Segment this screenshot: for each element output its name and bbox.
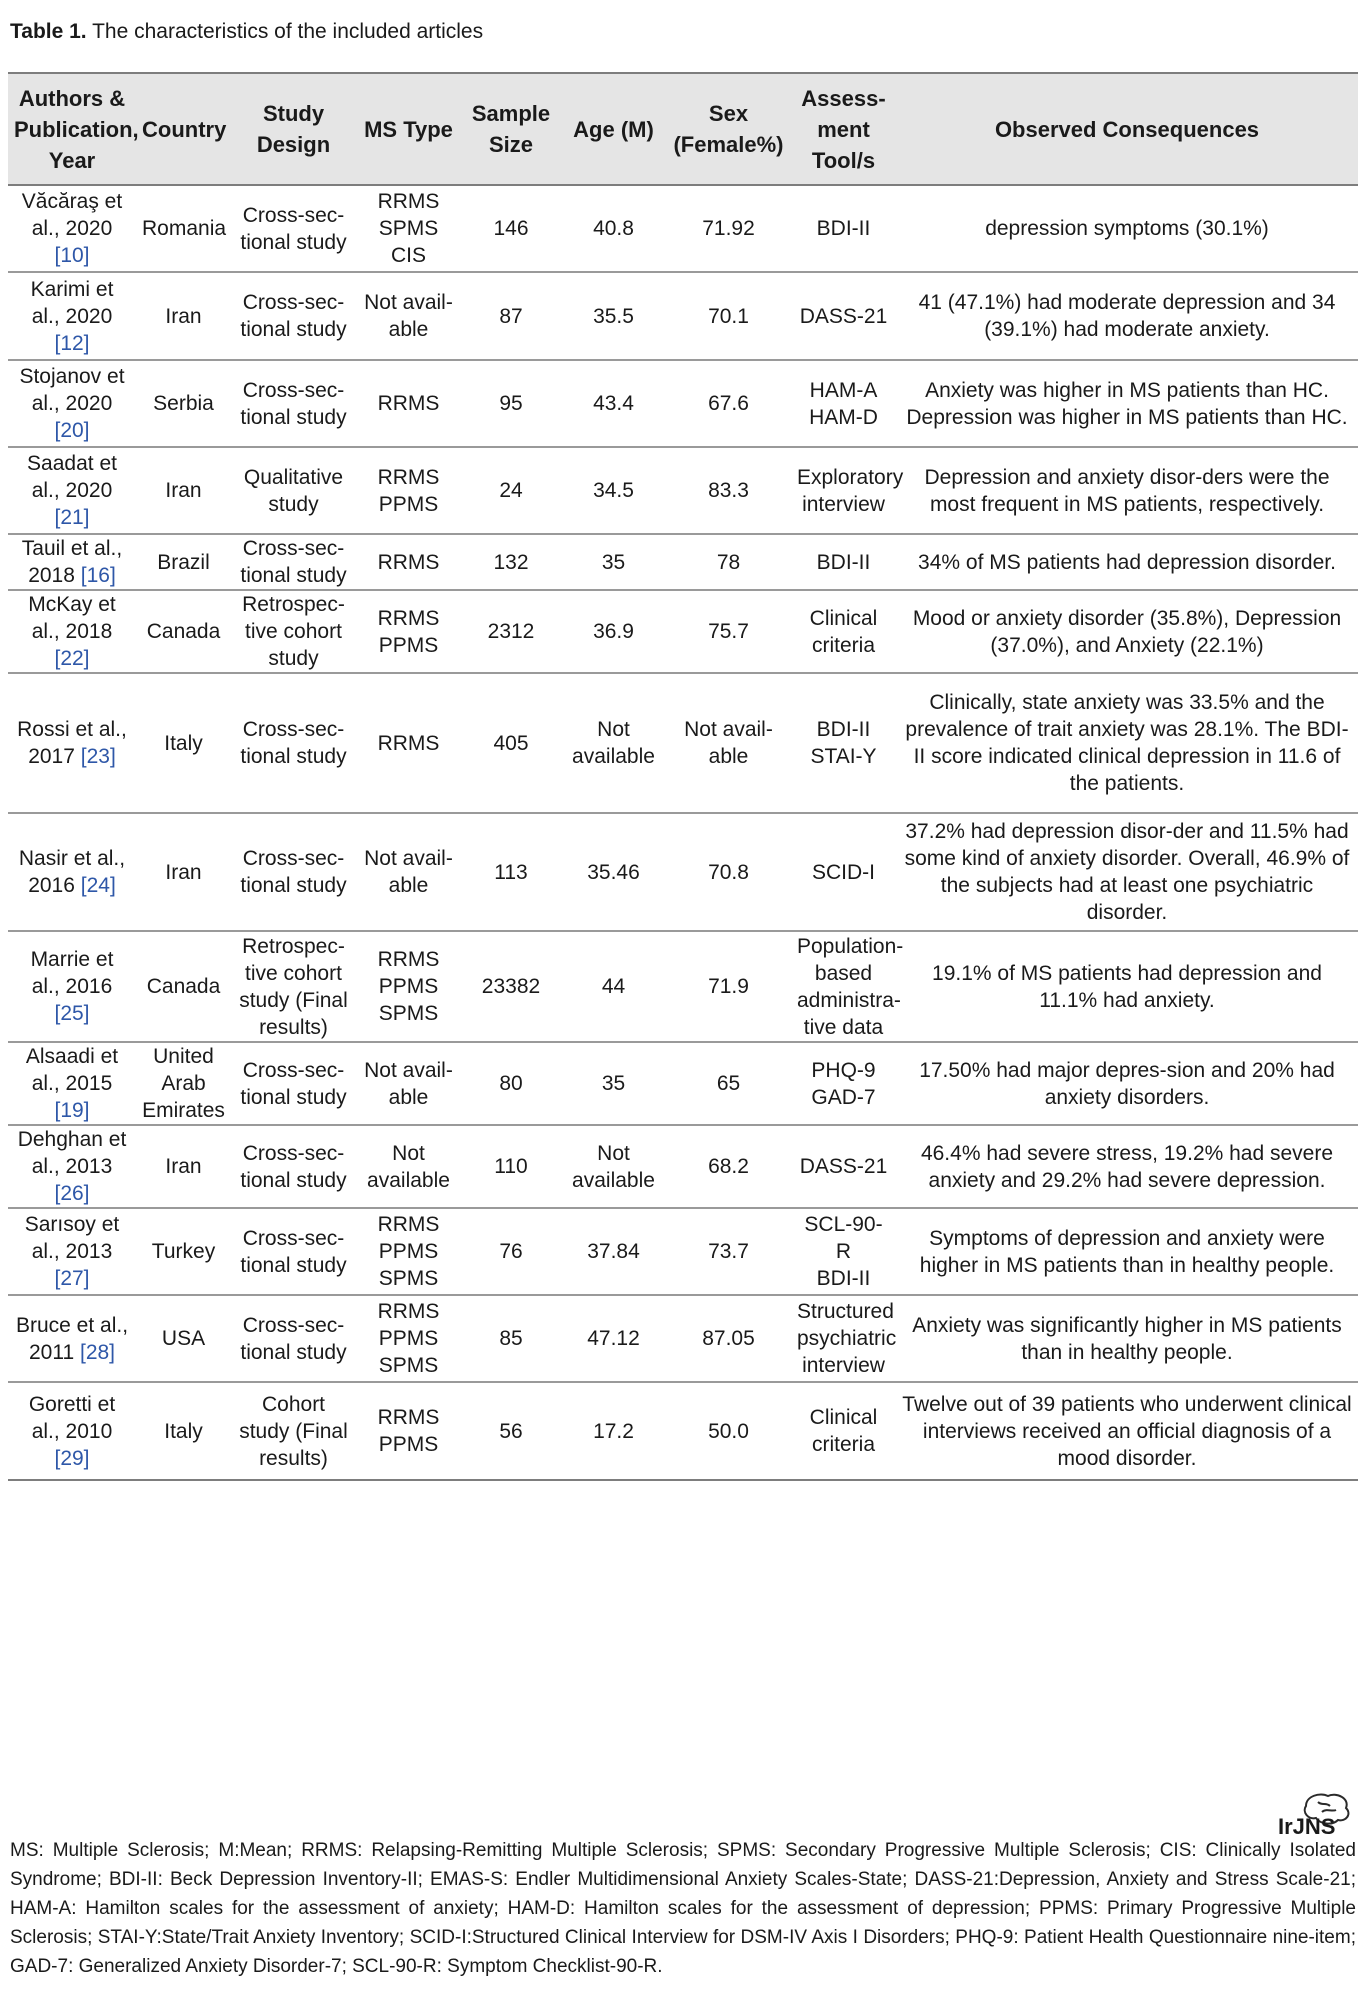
reference-number: [29] — [54, 1446, 90, 1470]
assessment-tool-item: SCL-90-R — [804, 1213, 883, 1263]
assessment-tool-item: Structured psychiatric interview — [797, 1300, 897, 1377]
table-row — [8, 1295, 1358, 1382]
ms-type-item: RRMS — [377, 392, 440, 415]
ms-type-cell — [356, 1125, 461, 1208]
study-design-cell: Cross-sec-tional study — [231, 673, 356, 813]
country-cell: Italy — [136, 673, 231, 813]
country-cell: Canada — [136, 931, 231, 1042]
author-text: Văcăraş et al., 2020 — [21, 190, 123, 240]
country-cell: Iran — [136, 272, 231, 360]
assessment-tool-cell — [791, 1042, 896, 1125]
ms-type-cell — [356, 1208, 461, 1295]
sample-size-cell: 95 — [461, 360, 561, 447]
ms-type-item: CIS — [390, 244, 426, 267]
assessment-tool-item: Clinical criteria — [809, 1406, 878, 1456]
age-cell: Not available — [561, 1125, 666, 1208]
country-cell: United Arab Emirates — [136, 1042, 231, 1125]
author-text: Bruce et al., 2011 — [15, 1313, 129, 1364]
reference-number: [21] — [54, 506, 90, 529]
col-header-age: Age (M) — [561, 73, 666, 185]
assessment-tool-item: DASS-21 — [799, 304, 888, 328]
country-cell: Iran — [136, 447, 231, 534]
table-caption-text: The characteristics of the included articles — [86, 20, 484, 43]
sample-size-cell: 132 — [461, 534, 561, 590]
study-design-cell: Cohort study (Final results) — [231, 1382, 356, 1480]
reference-number: [16] — [80, 564, 116, 587]
assessment-tool-cell — [791, 272, 896, 360]
table-caption-label: Table 1. — [10, 20, 87, 43]
author-cell — [8, 272, 136, 360]
ms-type-item: PPMS — [378, 492, 439, 516]
age-cell: 34.5 — [561, 447, 666, 534]
consequences-cell: 19.1% of MS patients had depression and 11.1% had anxiety. — [896, 931, 1358, 1042]
sex-cell: 50.0 — [666, 1382, 791, 1480]
author-cell — [8, 534, 136, 590]
col-header-country: Country — [136, 73, 231, 185]
sex-cell: 75.7 — [666, 590, 791, 673]
table-row — [8, 590, 1358, 673]
country-cell: Italy — [136, 1382, 231, 1480]
assessment-tool-cell — [791, 185, 896, 272]
author-text: Goretti et al., 2010 — [28, 1392, 116, 1443]
sex-cell: 65 — [666, 1042, 791, 1125]
assessment-tool-cell — [791, 360, 896, 447]
col-header-authors: Authors & Publication, Year — [8, 73, 136, 185]
table-row — [8, 1042, 1358, 1125]
sex-cell: 70.1 — [666, 272, 791, 360]
col-header-consequences: Observed Consequences — [896, 73, 1358, 185]
ms-type-cell — [356, 1382, 461, 1480]
col-header-ms-type: MS Type — [356, 73, 461, 185]
sex-cell: 68.2 — [666, 1125, 791, 1208]
assessment-tool-item: DASS-21 — [799, 1155, 888, 1178]
assessment-tool-item: BDI-II — [816, 1267, 871, 1290]
ms-type-cell — [356, 447, 461, 534]
sample-size-cell: 146 — [461, 185, 561, 272]
ms-type-item: Not available — [367, 1141, 450, 1192]
age-cell: 35 — [561, 1042, 666, 1125]
col-header-tools: Assess-ment Tool/s — [791, 73, 896, 185]
sample-size-cell: 23382 — [461, 931, 561, 1042]
author-text: Saadat et al., 2020 — [27, 452, 117, 502]
table-row — [8, 185, 1358, 272]
country-cell: Canada — [136, 590, 231, 673]
author-text: Alsaadi et al., 2015 — [25, 1045, 119, 1095]
table-row — [8, 534, 1358, 590]
table-row — [8, 360, 1358, 447]
reference-number: [27] — [54, 1267, 90, 1290]
sex-cell: 73.7 — [666, 1208, 791, 1295]
assessment-tool-cell — [791, 1382, 896, 1480]
assessment-tool-cell — [791, 931, 904, 1042]
reference-number: [24] — [80, 874, 116, 897]
journal-logo — [1276, 1792, 1360, 1838]
ms-type-item: SPMS — [378, 1267, 439, 1290]
consequences-cell: 17.50% had major depres-sion and 20% had anxiety disorders. — [896, 1042, 1358, 1125]
characteristics-table — [8, 72, 1358, 1481]
consequences-cell: 37.2% had depression disor-der and 11.5% had some kind of anxiety disorder. Overall, 46.9% of the subjects had at least one psychiatric disorder. — [896, 813, 1358, 931]
study-design-cell: Cross-sec-tional study — [231, 1208, 356, 1295]
author-cell — [8, 931, 136, 1042]
sample-size-cell: 87 — [461, 272, 561, 360]
table-row — [8, 673, 1358, 813]
author-cell — [8, 447, 136, 534]
study-design-cell: Retrospec-tive cohort study (Final results) — [231, 931, 356, 1042]
author-text: Marrie et al., 2016 — [30, 948, 114, 998]
author-cell — [8, 1208, 136, 1295]
assessment-tool-item: HAM-A — [809, 378, 878, 402]
ms-type-item: PPMS — [378, 975, 439, 998]
author-cell — [8, 590, 136, 673]
consequences-cell: Twelve out of 39 patients who underwent clinical interviews received an official diagnosis of a mood disorder. — [896, 1382, 1358, 1480]
ms-type-item: RRMS — [377, 550, 440, 574]
age-cell: 35.5 — [561, 272, 666, 360]
author-cell — [8, 813, 136, 931]
assessment-tool-item: BDI-II — [816, 718, 871, 741]
ms-type-cell — [356, 931, 461, 1042]
assessment-tool-cell — [791, 813, 896, 931]
ms-type-cell — [356, 360, 461, 447]
ms-type-item: RRMS — [377, 465, 440, 489]
author-cell — [8, 185, 136, 272]
table-row — [8, 1125, 1358, 1208]
reference-number: [22] — [54, 647, 90, 670]
assessment-tool-item: PHQ-9 — [811, 1058, 876, 1082]
ms-type-item: Not avail-able — [364, 291, 453, 341]
header-row — [8, 73, 1358, 185]
sample-size-cell: 76 — [461, 1208, 561, 1295]
study-design-cell: Cross-sec-tional study — [231, 1295, 356, 1382]
age-cell: 37.84 — [561, 1208, 666, 1295]
author-text: McKay et al., 2018 — [28, 593, 116, 643]
country-cell: Iran — [136, 1125, 231, 1208]
ms-type-item: PPMS — [378, 633, 439, 657]
ms-type-cell — [356, 272, 461, 360]
assessment-tool-cell — [791, 1208, 896, 1295]
reference-number: [25] — [54, 1002, 90, 1025]
table-row — [8, 813, 1358, 931]
sex-cell: 71.9 — [666, 931, 791, 1042]
consequences-cell: Mood or anxiety disorder (35.8%), Depression (37.0%), and Anxiety (22.1%) — [896, 590, 1358, 673]
ms-type-item: RRMS — [377, 1300, 440, 1323]
author-text: Tauil et al., 2018 — [21, 537, 123, 587]
ms-type-item: RRMS — [377, 731, 440, 755]
age-cell: 44 — [561, 931, 666, 1042]
sex-cell: 87.05 — [666, 1295, 791, 1382]
sample-size-cell: 2312 — [461, 590, 561, 673]
age-cell: 43.4 — [561, 360, 666, 447]
consequences-cell: Clinically, state anxiety was 33.5% and the prevalence of trait anxiety was 28.1%. The BDI-II score indicated clinical depression in 11.6 of the patients. — [896, 673, 1358, 813]
consequences-cell: Anxiety was higher in MS patients than HC. Depression was higher in MS patients than HC. — [896, 360, 1358, 447]
ms-type-item: PPMS — [378, 1433, 439, 1456]
reference-number: [10] — [54, 244, 90, 267]
consequences-cell: depression symptoms (30.1%) — [896, 185, 1358, 272]
study-design-cell: Cross-sec-tional study — [231, 1125, 356, 1208]
table-row — [8, 447, 1358, 534]
study-design-cell: Retrospec-tive cohort study — [231, 590, 356, 673]
consequences-cell: Depression and anxiety disor-ders were the most frequent in MS patients, respectively. — [896, 447, 1358, 534]
ms-type-cell — [356, 534, 461, 590]
country-cell: Serbia — [136, 360, 231, 447]
country-cell: USA — [136, 1295, 231, 1382]
country-cell: Romania — [136, 185, 231, 272]
author-text: Rossi et al., 2017 — [17, 718, 127, 768]
author-cell — [8, 1125, 136, 1208]
country-cell: Turkey — [136, 1208, 231, 1295]
sex-cell: 78 — [666, 534, 791, 590]
assessment-tool-item: BDI-II — [816, 550, 871, 574]
sample-size-cell: 110 — [461, 1125, 561, 1208]
col-header-design: Study Design — [231, 73, 356, 185]
ms-type-item: Not avail-able — [364, 847, 453, 897]
table-caption — [10, 18, 483, 46]
study-design-cell: Cross-sec-tional study — [231, 1042, 356, 1125]
sample-size-cell: 113 — [461, 813, 561, 931]
sample-size-cell: 405 — [461, 673, 561, 813]
ms-type-cell — [356, 590, 461, 673]
ms-type-item: PPMS — [378, 1240, 439, 1263]
consequences-cell: Symptoms of depression and anxiety were higher in MS patients than in healthy people. — [896, 1208, 1358, 1295]
consequences-cell: 46.4% had severe stress, 19.2% had severe anxiety and 29.2% had severe depression. — [896, 1125, 1358, 1208]
reference-number: [19] — [54, 1099, 90, 1122]
consequences-cell: Anxiety was significantly higher in MS patients than in healthy people. — [896, 1295, 1358, 1382]
reference-number: [26] — [54, 1182, 90, 1205]
sample-size-cell: 24 — [461, 447, 561, 534]
ms-type-item: RRMS — [377, 1213, 440, 1236]
assessment-tool-item: STAI-Y — [810, 745, 877, 768]
author-text: Dehghan et al., 2013 — [17, 1128, 127, 1178]
ms-type-item: RRMS — [377, 606, 440, 630]
author-text: Sarısoy et al., 2013 — [24, 1213, 120, 1263]
study-design-cell: Cross-sec-tional study — [231, 813, 356, 931]
assessment-tool-cell — [791, 534, 896, 590]
age-cell: Not available — [561, 673, 666, 813]
age-cell: 47.12 — [561, 1295, 666, 1382]
age-cell: 35.46 — [561, 813, 666, 931]
col-header-sample-size: Sample Size — [461, 73, 561, 185]
ms-type-item: SPMS — [378, 1354, 439, 1377]
age-cell: 40.8 — [561, 185, 666, 272]
author-text: Karimi et al., 2020 — [30, 277, 114, 328]
sample-size-cell: 56 — [461, 1382, 561, 1480]
ms-type-item: PPMS — [378, 1327, 439, 1350]
sex-cell: 83.3 — [666, 447, 791, 534]
table-row — [8, 1382, 1358, 1480]
sample-size-cell: 80 — [461, 1042, 561, 1125]
study-design-cell: Cross-sec-tional study — [231, 534, 356, 590]
table-header — [8, 73, 1358, 185]
ms-type-item: SPMS — [378, 1002, 439, 1025]
ms-type-cell — [356, 1295, 461, 1382]
reference-number: [23] — [80, 745, 116, 768]
sample-size-cell: 85 — [461, 1295, 561, 1382]
reference-number: [20] — [54, 419, 90, 442]
assessment-tool-cell — [791, 1295, 896, 1382]
author-cell — [8, 1295, 136, 1382]
assessment-tool-item: BDI-II — [816, 217, 871, 240]
sex-cell: Not avail-able — [666, 673, 791, 813]
author-text: Nasir et al., 2016 — [18, 847, 126, 897]
age-cell: 35 — [561, 534, 666, 590]
author-cell — [8, 1382, 136, 1480]
assessment-tool-item: GAD-7 — [811, 1085, 876, 1109]
author-cell — [8, 360, 136, 447]
ms-type-item: SPMS — [378, 217, 439, 240]
study-design-cell: Qualitative study — [231, 447, 356, 534]
logo-text: IrJNS — [1278, 1814, 1336, 1838]
sex-cell: 71.92 — [666, 185, 791, 272]
assessment-tool-item: Population-based administra-tive data — [797, 934, 904, 1039]
assessment-tool-cell — [791, 673, 896, 813]
ms-type-cell — [356, 673, 461, 813]
consequences-cell: 34% of MS patients had depression disorder. — [896, 534, 1358, 590]
ms-type-cell — [356, 1042, 461, 1125]
assessment-tool-item: SCID-I — [812, 860, 875, 884]
table-row — [8, 272, 1358, 360]
assessment-tool-cell — [791, 1125, 896, 1208]
country-cell: Brazil — [136, 534, 231, 590]
table-row — [8, 1208, 1358, 1295]
assessment-tool-cell — [791, 590, 896, 673]
author-cell — [8, 1042, 136, 1125]
table-footnote: MS: Multiple Sclerosis; M:Mean; RRMS: Relapsing-Remitting Multiple Sclerosis; SPMS: Secondary Progressive Multiple Sclerosis; CIS: Clinically Isolated Syndrome; BDI-II: Beck Depression Inventory-II; EMAS-S: Endler Multidimensional Anxiety Scales-State; DASS-21:Depression, Anxiety and Stress Scale-21; HAM-A: Hamilton scales for the assessment of anxiety; HAM-D: Hamilton scales for the assessment of depression; PPMS: Primary Progressive Multiple Sclerosis; STAI-Y:State/Trait Anxiety Inventory; SCID-I:Structured Clinical Interview for DSM-IV Axis I Disorders; PHQ-9: Patient Health Questionnaire nine-item; GAD-7: Generalized Anxiety Disorder-7; SCL-90-R: Symptom Checklist-90-R. — [10, 1840, 1356, 1977]
author-cell — [8, 673, 136, 813]
study-design-cell: Cross-sec-tional study — [231, 185, 356, 272]
ms-type-cell — [356, 185, 461, 272]
ms-type-item: Not avail-able — [364, 1058, 453, 1109]
sex-cell: 67.6 — [666, 360, 791, 447]
age-cell: 36.9 — [561, 590, 666, 673]
assessment-tool-item: Exploratory interview — [797, 465, 904, 516]
study-design-cell: Cross-sec-tional study — [231, 272, 356, 360]
ms-type-item: RRMS — [377, 948, 440, 971]
author-text: Stojanov et al., 2020 — [19, 365, 125, 415]
study-design-cell: Cross-sec-tional study — [231, 360, 356, 447]
reference-number: [12] — [54, 331, 90, 355]
reference-number: [28] — [79, 1340, 116, 1364]
country-cell: Iran — [136, 813, 231, 931]
col-header-sex: Sex (Female%) — [666, 73, 791, 185]
ms-type-item: RRMS — [377, 190, 440, 213]
table-row — [8, 931, 1358, 1042]
ms-type-cell — [356, 813, 461, 931]
assessment-tool-cell — [791, 447, 904, 534]
age-cell: 17.2 — [561, 1382, 666, 1480]
consequences-cell: 41 (47.1%) had moderate depression and 34 (39.1%) had moderate anxiety. — [896, 272, 1358, 360]
sex-cell: 70.8 — [666, 813, 791, 931]
table-body — [8, 185, 1358, 1480]
assessment-tool-item: Clinical criteria — [809, 606, 878, 657]
assessment-tool-item: HAM-D — [809, 405, 878, 429]
ms-type-item: RRMS — [377, 1406, 440, 1429]
